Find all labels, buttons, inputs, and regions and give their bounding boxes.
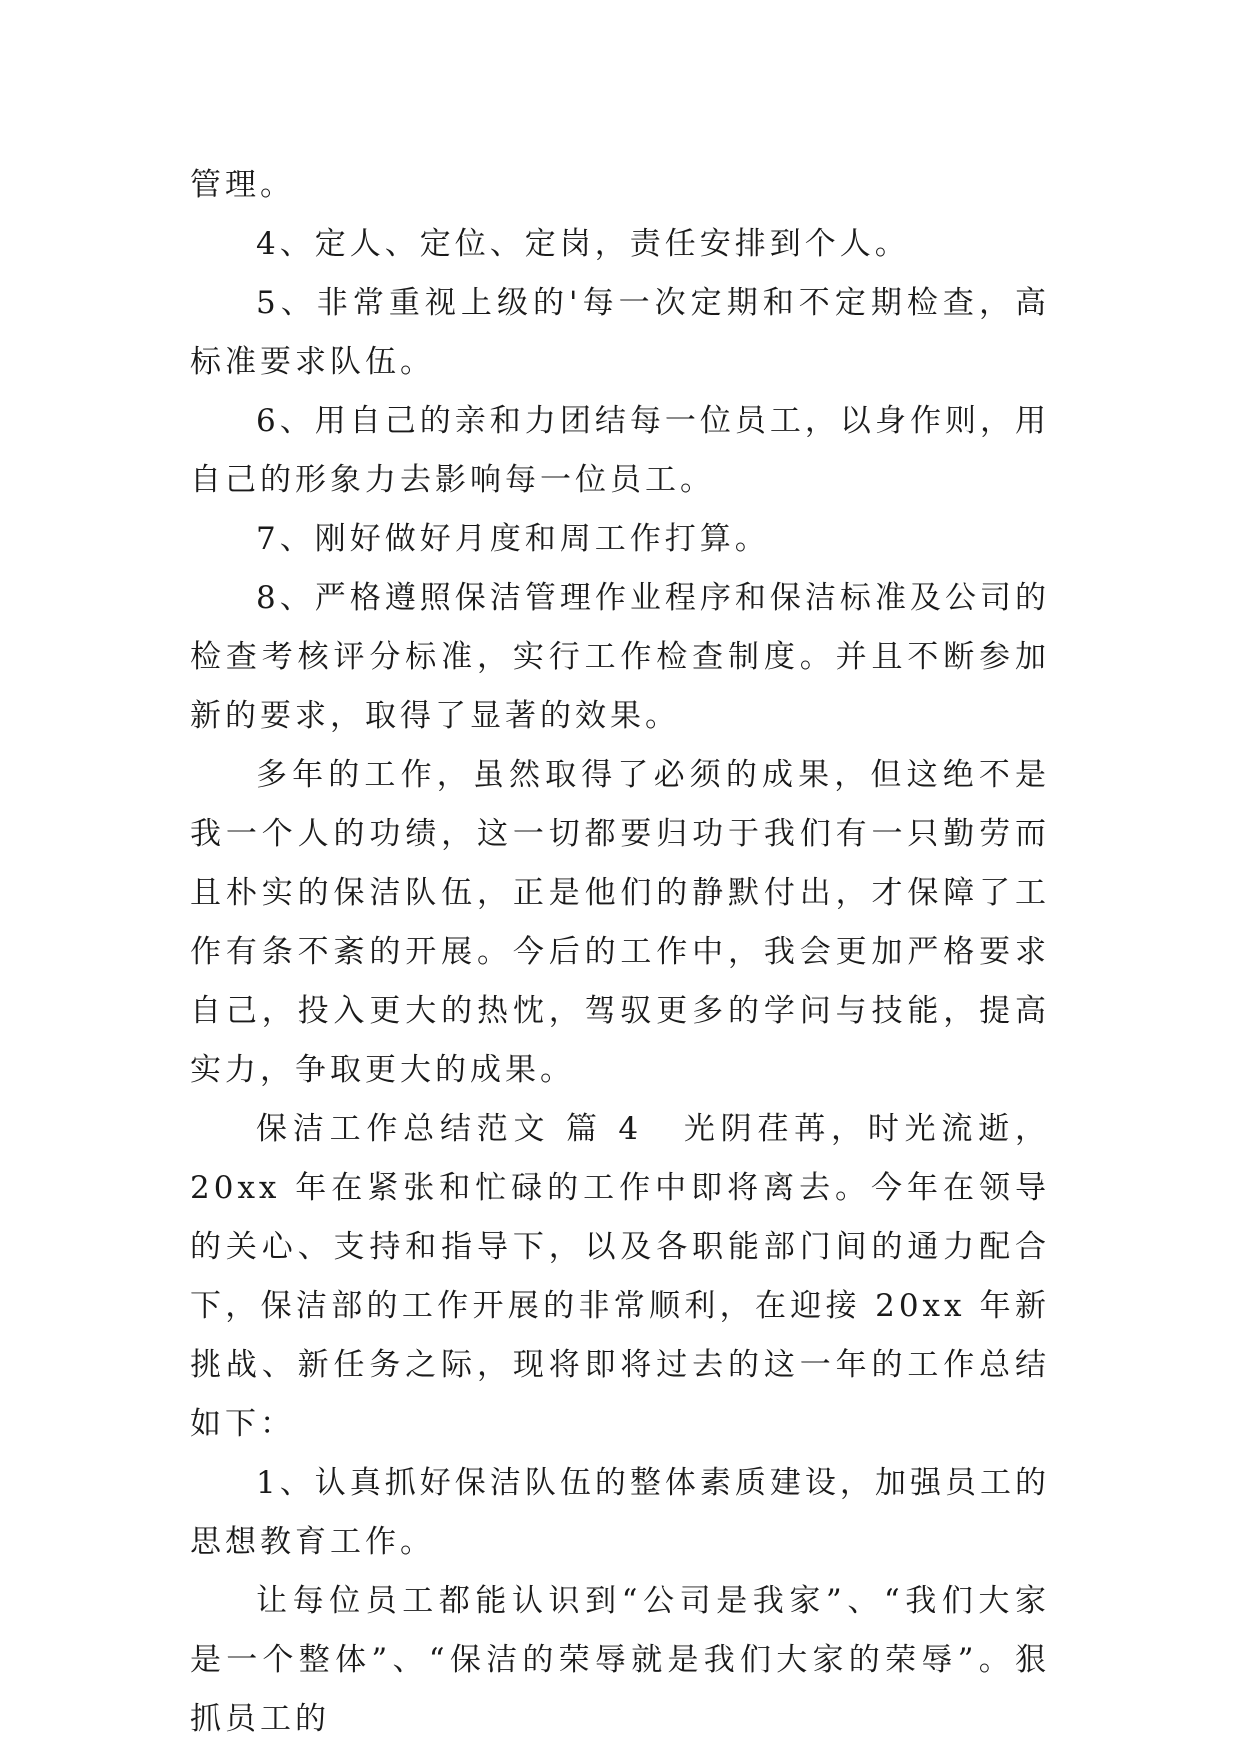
section-paragraph <box>190 1100 1050 1454</box>
paragraph: 多年的工作，虽然取得了必须的成果，但这绝不是我一个人的功绩，这一切都要归功于我们有一只勤劳而且朴实的保洁队伍，正是他们的静默付出，才保障了工作有条不紊的开展。今后的工作中，我会更加严格要求自己，投入更大的热忱，驾驭更多的学问与技能，提高实力，争取更大的成果。 <box>190 757 1050 1088</box>
section-heading: 保洁工作总结范文 篇 4 <box>256 1111 643 1147</box>
section-intro: 光阴荏苒，时光流逝，20xx 年在紧张和忙碌的工作中即将离去。今年在领导的关心、支持和指导下，以及各职能部门间的通力配合下，保洁部的工作开展的非常顺利，在迎接 20xx 年新挑战、新任务之际，现将即将过去的这一年的工作总结如下： <box>190 1111 1050 1442</box>
paragraph: 5、非常重视上级的'每一次定期和不定期检查，高标准要求队伍。 <box>190 285 1050 380</box>
paragraph: 6、用自己的亲和力团结每一位员工，以身作则，用自己的形象力去影响每一位员工。 <box>190 403 1050 498</box>
paragraph: 管理。 <box>190 167 295 203</box>
document-body <box>190 156 1050 1749</box>
paragraph: 4、定人、定位、定岗，责任安排到个人。 <box>256 226 910 262</box>
paragraph: 7、刚好做好月度和周工作打算。 <box>256 521 770 557</box>
paragraph: 让每位员工都能认识到“公司是我家”、“我们大家是一个整体”、“保洁的荣辱就是我们大家的荣辱”。狠抓员工的 <box>190 1583 1050 1737</box>
paragraph: 1、认真抓好保洁队伍的整体素质建设，加强员工的思想教育工作。 <box>190 1465 1050 1560</box>
paragraph: 8、严格遵照保洁管理作业程序和保洁标准及公司的检查考核评分标准，实行工作检查制度。并且不断参加新的要求，取得了显著的效果。 <box>190 580 1050 734</box>
